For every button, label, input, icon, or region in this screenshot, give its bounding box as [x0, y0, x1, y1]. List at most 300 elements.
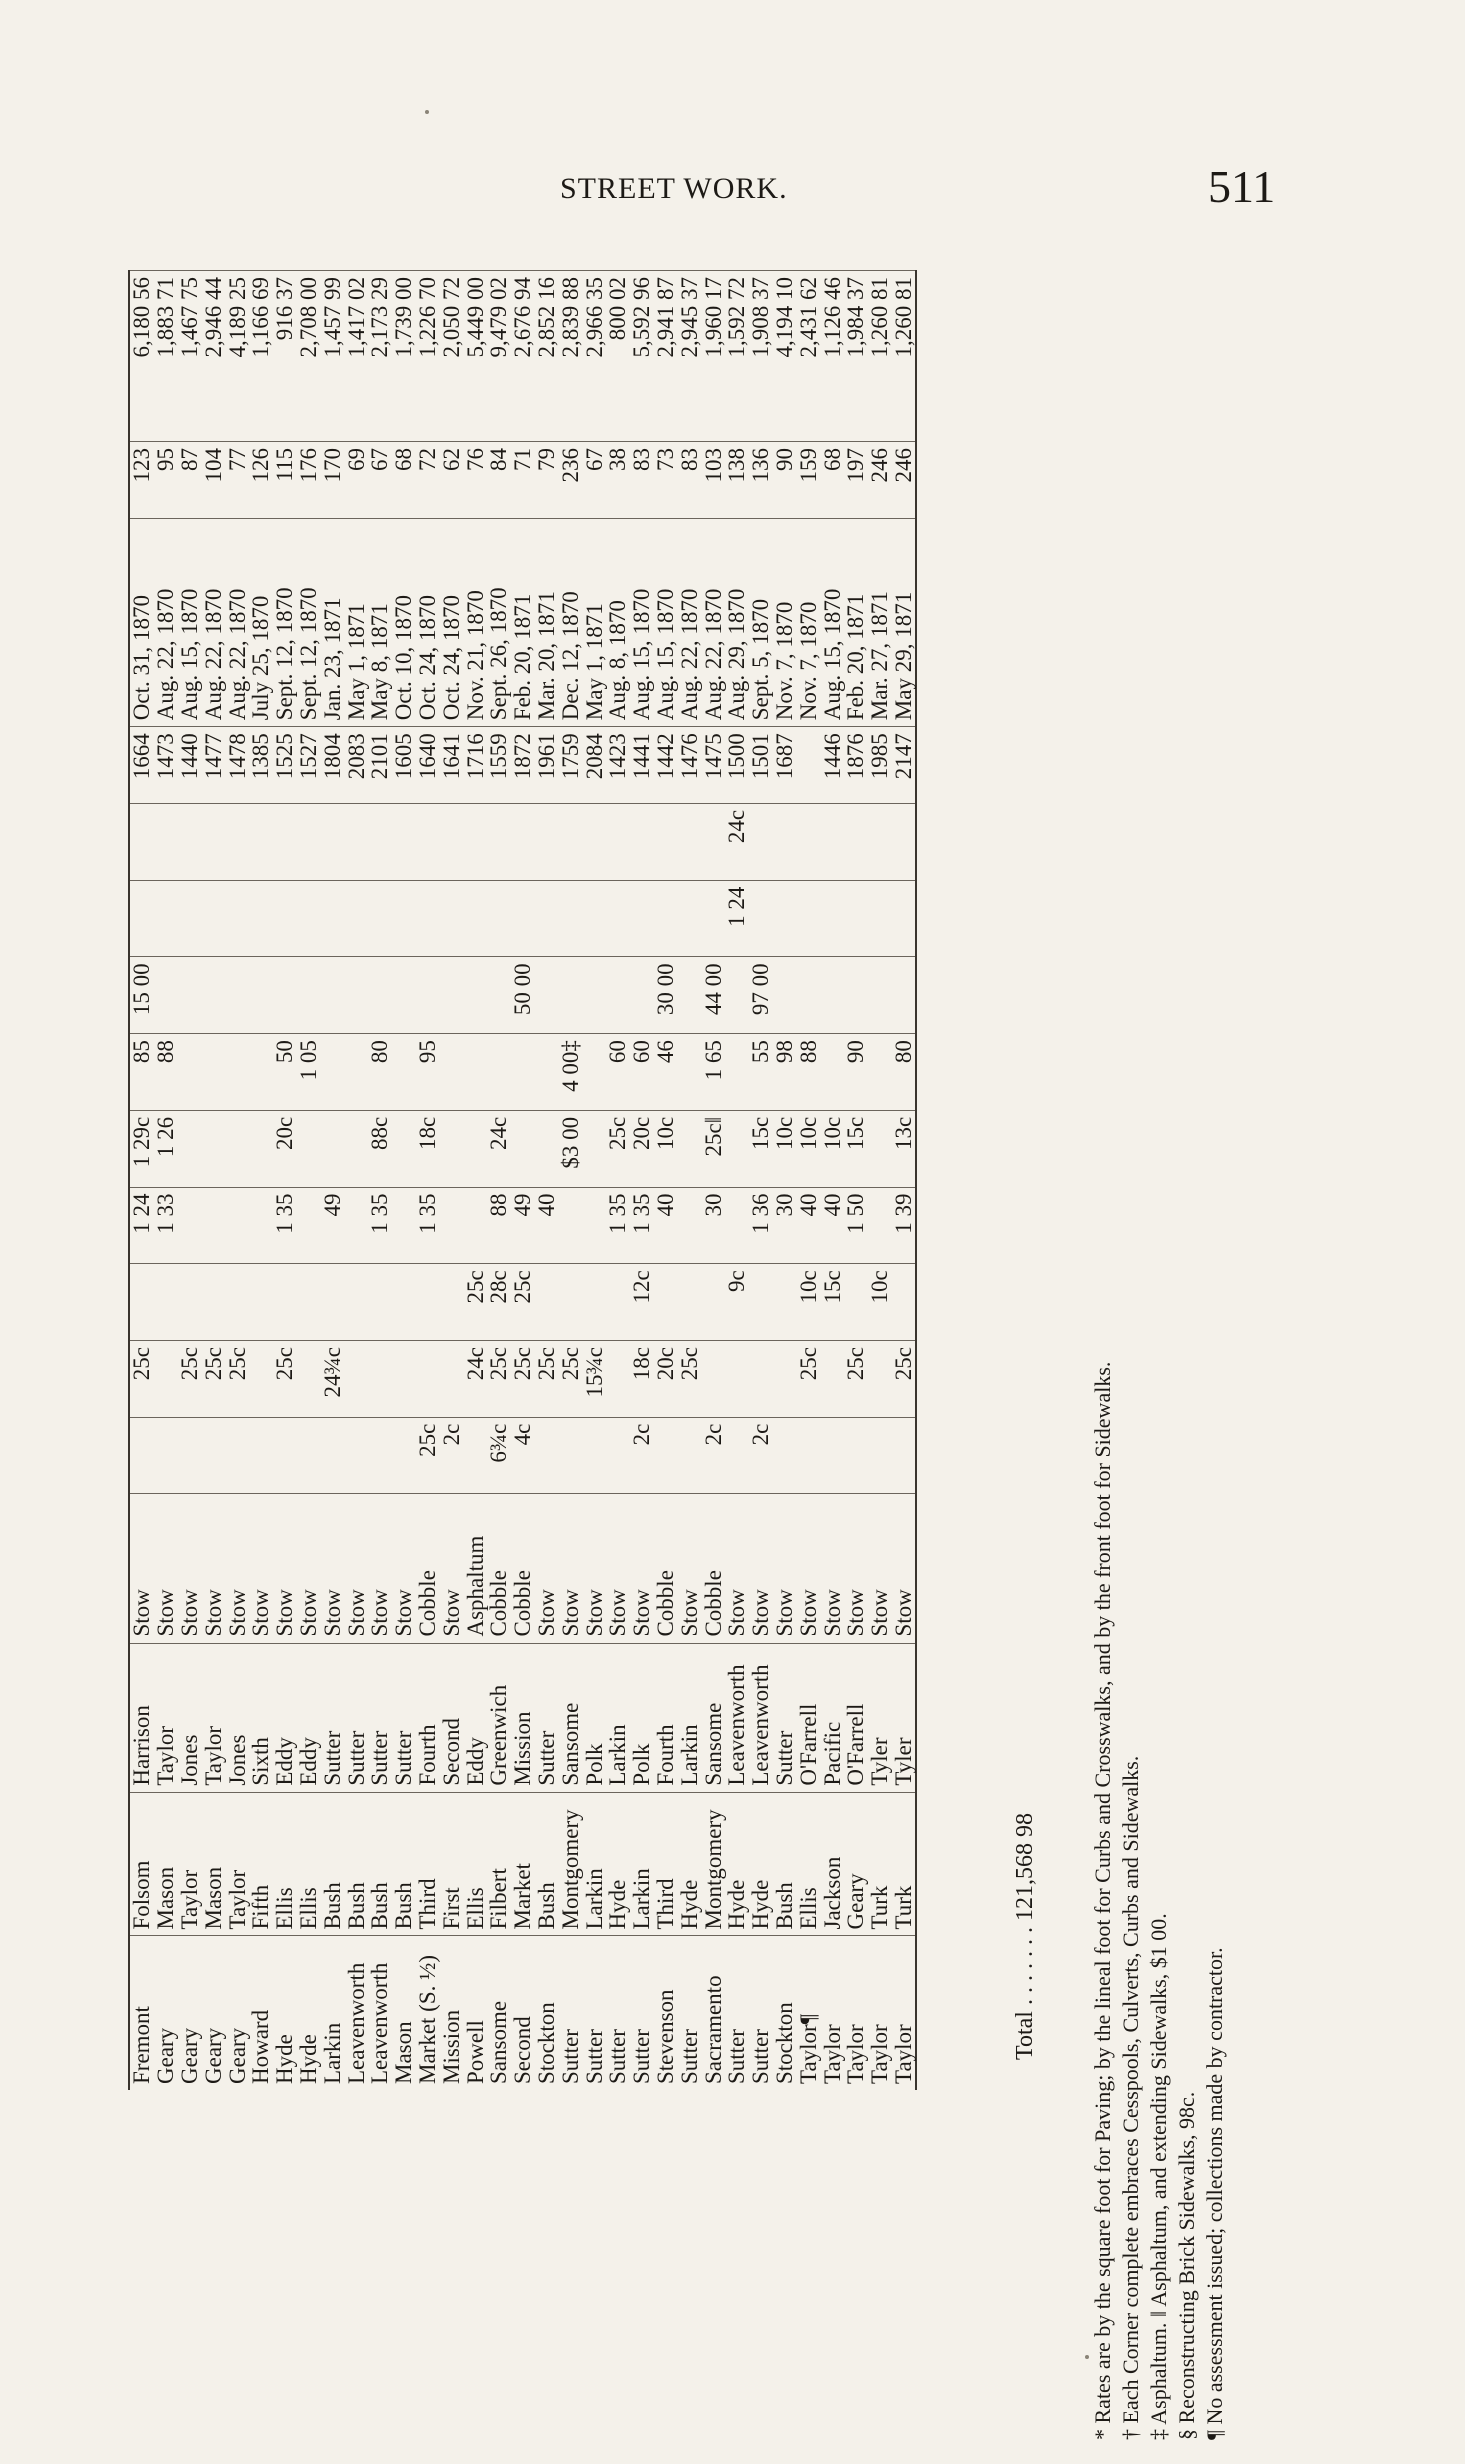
cell-to: Sutter [535, 1643, 559, 1792]
cell-r4 [868, 1187, 892, 1264]
cell-r6: 4 00‡ [558, 1034, 582, 1111]
cell-on: Market [511, 1792, 535, 1936]
cell-days: 77 [225, 441, 249, 518]
cell-no: 1385 [249, 727, 273, 804]
cell-kind: Stow [582, 1494, 606, 1643]
cell-on: Bush [344, 1792, 368, 1936]
cell-r6: 98 [773, 1034, 797, 1111]
cell-r7 [582, 957, 606, 1034]
cell-from: Sutter [582, 1936, 606, 2090]
cell-r3 [439, 1264, 463, 1341]
cell-r3 [582, 1264, 606, 1341]
cell-r7: 97 00 [749, 957, 773, 1034]
rotated-table-container [128, 270, 1078, 2090]
cell-r2 [297, 1340, 321, 1417]
cell-r2 [725, 1340, 749, 1417]
cell-on: Bush [535, 1792, 559, 1936]
cell-from: Geary [154, 1936, 178, 2090]
cell-r9 [796, 803, 820, 880]
cell-on: Ellis [273, 1792, 297, 1936]
cell-on: Montgomery [558, 1792, 582, 1936]
cell-total: 5,592 96 [630, 271, 654, 442]
cell-kind: Stow [249, 1494, 273, 1643]
cell-on: Montgomery [701, 1792, 725, 1936]
cell-total: 1,984 37 [844, 271, 868, 442]
cell-from: Hyde [273, 1936, 297, 2090]
cell-r8 [178, 880, 202, 957]
cell-on: First [439, 1792, 463, 1936]
cell-on: Turk [868, 1792, 892, 1936]
footnote: ‡ Asphaltum. ‖ Asphaltum, and extending Sidewalks, $1 00. [1146, 1913, 1171, 2440]
cell-r2 [773, 1340, 797, 1417]
cell-kind: Stow [178, 1494, 202, 1643]
cell-days: 71 [511, 441, 535, 518]
cell-date: Sept. 5, 1870 [749, 518, 773, 727]
cell-r7 [558, 957, 582, 1034]
cell-r5 [439, 1110, 463, 1187]
cell-r3 [154, 1264, 178, 1341]
cell-kind: Stow [273, 1494, 297, 1643]
cell-r3 [320, 1264, 344, 1341]
cell-r8 [796, 880, 820, 957]
cell-total: 1,126 46 [820, 271, 844, 442]
cell-r4: 1 24 [129, 1187, 154, 1264]
cell-days: 87 [178, 441, 202, 518]
cell-r2 [154, 1340, 178, 1417]
cell-to: Tyler [892, 1643, 917, 1792]
cell-r8 [773, 880, 797, 957]
cell-r6: 55 [749, 1034, 773, 1111]
cell-r8 [677, 880, 701, 957]
cell-from: Sansome [487, 1936, 511, 2090]
cell-r6 [677, 1034, 701, 1111]
cell-total: 1,908 37 [749, 271, 773, 442]
cell-days: 72 [416, 441, 440, 518]
cell-kind: Stow [368, 1494, 392, 1643]
cell-r9 [868, 803, 892, 880]
cell-from: Mason [392, 1936, 416, 2090]
cell-r3: 12c [630, 1264, 654, 1341]
grand-total-dots: . . . . . . . [1012, 1921, 1038, 2006]
cell-on: Taylor [178, 1792, 202, 1936]
cell-kind: Cobble [654, 1494, 678, 1643]
cell-r4: 1 33 [154, 1187, 178, 1264]
cell-r8 [654, 880, 678, 957]
cell-on: Geary [844, 1792, 868, 1936]
footnote: * Rates are by the square foot for Paving; by the lineal foot for Curbs and Crosswalks, and by the front foot for Sidewalks. [1090, 1361, 1115, 2440]
cell-r2: 25c [535, 1340, 559, 1417]
cell-date: Aug. 15, 1870 [630, 518, 654, 727]
cell-on: Ellis [796, 1792, 820, 1936]
table-row [368, 271, 392, 2091]
cell-days: 246 [892, 441, 917, 518]
table-row [201, 271, 225, 2091]
cell-r2: 20c [654, 1340, 678, 1417]
cell-r8 [844, 880, 868, 957]
cell-to: O'Farrell [796, 1643, 820, 1792]
cell-r1 [201, 1417, 225, 1494]
cell-to: Leavenworth [725, 1643, 749, 1792]
cell-r4 [677, 1187, 701, 1264]
cell-kind: Stow [844, 1494, 868, 1643]
cell-days: 83 [630, 441, 654, 518]
cell-to: Sixth [249, 1643, 273, 1792]
cell-days: 236 [558, 441, 582, 518]
cell-r2: 24¾c [320, 1340, 344, 1417]
cell-r1: 2c [439, 1417, 463, 1494]
cell-r7: 15 00 [129, 957, 154, 1034]
table-row [892, 271, 917, 2091]
cell-r9 [773, 803, 797, 880]
cell-r5 [582, 1110, 606, 1187]
cell-r4: 40 [654, 1187, 678, 1264]
cell-r6 [535, 1034, 559, 1111]
cell-total: 1,467 75 [178, 271, 202, 442]
cell-r3 [654, 1264, 678, 1341]
cell-r2: 25c [201, 1340, 225, 1417]
cell-r1 [368, 1417, 392, 1494]
cell-r2: 25c [178, 1340, 202, 1417]
cell-r9 [368, 803, 392, 880]
cell-r2: 25c [273, 1340, 297, 1417]
cell-r4 [558, 1187, 582, 1264]
cell-date: Aug. 22, 1870 [154, 518, 178, 727]
cell-no: 1985 [868, 727, 892, 804]
cell-days: 67 [582, 441, 606, 518]
cell-date: Nov. 7, 1870 [773, 518, 797, 727]
cell-r5: 10c [773, 1110, 797, 1187]
cell-r2: 25c [892, 1340, 917, 1417]
cell-no: 1804 [320, 727, 344, 804]
cell-r1 [868, 1417, 892, 1494]
cell-r1 [225, 1417, 249, 1494]
cell-to: Harrison [129, 1643, 154, 1792]
cell-days: 136 [749, 441, 773, 518]
cell-r6: 88 [796, 1034, 820, 1111]
footnote: ¶ No assessment issued; collections made by contractor. [1202, 1947, 1227, 2440]
cell-r8 [630, 880, 654, 957]
cell-r7 [844, 957, 868, 1034]
cell-r9 [273, 803, 297, 880]
cell-r9 [129, 803, 154, 880]
cell-r1 [178, 1417, 202, 1494]
cell-date: Dec. 12, 1870 [558, 518, 582, 727]
cell-r6 [344, 1034, 368, 1111]
cell-days: 83 [677, 441, 701, 518]
cell-from: Fremont [129, 1936, 154, 2090]
cell-kind: Stow [344, 1494, 368, 1643]
cell-date: Sept. 26, 1870 [487, 518, 511, 727]
cell-r4: 1 50 [844, 1187, 868, 1264]
cell-date: July 25, 1870 [249, 518, 273, 727]
cell-r8 [582, 880, 606, 957]
cell-r3: 28c [487, 1264, 511, 1341]
cell-r4 [582, 1187, 606, 1264]
table-row [535, 271, 559, 2091]
cell-no: 1527 [297, 727, 321, 804]
table-row [725, 271, 749, 2091]
cell-r1 [773, 1417, 797, 1494]
cell-r5: 1 29c [129, 1110, 154, 1187]
cell-r9 [439, 803, 463, 880]
cell-days: 123 [129, 441, 154, 518]
cell-from: Sutter [677, 1936, 701, 2090]
cell-r4: 1 36 [749, 1187, 773, 1264]
cell-from: Powell [463, 1936, 487, 2090]
cell-r5 [392, 1110, 416, 1187]
cell-days: 90 [773, 441, 797, 518]
cell-r3 [535, 1264, 559, 1341]
cell-r2 [868, 1340, 892, 1417]
cell-r2: 25c [796, 1340, 820, 1417]
cell-date: Oct. 24, 1870 [416, 518, 440, 727]
cell-r6: 1 65 [701, 1034, 725, 1111]
cell-to: O'Farrell [844, 1643, 868, 1792]
cell-r6: 88 [154, 1034, 178, 1111]
cell-r9 [297, 803, 321, 880]
cell-on: Mason [201, 1792, 225, 1936]
cell-kind: Stow [392, 1494, 416, 1643]
cell-r8 [701, 880, 725, 957]
cell-r2: 25c [677, 1340, 701, 1417]
cell-r9 [344, 803, 368, 880]
cell-r2 [749, 1340, 773, 1417]
table-row [225, 271, 249, 2091]
cell-r4: 49 [320, 1187, 344, 1264]
cell-r5: 15c [844, 1110, 868, 1187]
cell-r7: 50 00 [511, 957, 535, 1034]
cell-from: Geary [201, 1936, 225, 2090]
table-body [129, 271, 916, 2091]
cell-r4: 1 35 [606, 1187, 630, 1264]
cell-r5 [320, 1110, 344, 1187]
cell-r9 [201, 803, 225, 880]
cell-r6 [511, 1034, 535, 1111]
cell-days: 197 [844, 441, 868, 518]
cell-r8 [368, 880, 392, 957]
cell-days: 138 [725, 441, 749, 518]
cell-r3 [297, 1264, 321, 1341]
cell-days: 159 [796, 441, 820, 518]
cell-date: Aug. 22, 1870 [225, 518, 249, 727]
cell-kind: Stow [630, 1494, 654, 1643]
cell-from: Larkin [320, 1936, 344, 2090]
table-row [773, 271, 797, 2091]
cell-r5: 1 26 [154, 1110, 178, 1187]
cell-r7 [368, 957, 392, 1034]
cell-r5 [677, 1110, 701, 1187]
cell-r6 [201, 1034, 225, 1111]
cell-r6: 85 [129, 1034, 154, 1111]
cell-no: 1687 [773, 727, 797, 804]
cell-no: 1872 [511, 727, 535, 804]
cell-r8 [154, 880, 178, 957]
cell-r5: 10c [796, 1110, 820, 1187]
cell-r8 [749, 880, 773, 957]
cell-date: Aug. 15, 1870 [820, 518, 844, 727]
cell-total: 2,173 29 [368, 271, 392, 442]
cell-total: 800 02 [606, 271, 630, 442]
cell-r5 [297, 1110, 321, 1187]
cell-r3 [129, 1264, 154, 1341]
cell-r4: 40 [820, 1187, 844, 1264]
cell-r3 [178, 1264, 202, 1341]
cell-r4: 30 [701, 1187, 725, 1264]
table-row [654, 271, 678, 2091]
cell-no: 1605 [392, 727, 416, 804]
cell-r3: 10c [796, 1264, 820, 1341]
cell-to: Sutter [773, 1643, 797, 1792]
cell-r2: 25c [844, 1340, 868, 1417]
cell-to: Sutter [368, 1643, 392, 1792]
cell-r1 [844, 1417, 868, 1494]
cell-r8 [606, 880, 630, 957]
cell-r6: 95 [416, 1034, 440, 1111]
table-row [796, 271, 820, 2091]
cell-r6: 50 [273, 1034, 297, 1111]
table-row [249, 271, 273, 2091]
cell-no [796, 727, 820, 804]
cell-total: 1,883 71 [154, 271, 178, 442]
cell-r2: 24c [463, 1340, 487, 1417]
cell-r5 [178, 1110, 202, 1187]
cell-r5: 13c [892, 1110, 917, 1187]
cell-days: 68 [820, 441, 844, 518]
cell-date: Aug. 29, 1870 [725, 518, 749, 727]
cell-no: 2101 [368, 727, 392, 804]
cell-kind: Stow [201, 1494, 225, 1643]
cell-r5 [725, 1110, 749, 1187]
cell-kind: Stow [725, 1494, 749, 1643]
cell-r6 [463, 1034, 487, 1111]
cell-r7 [320, 957, 344, 1034]
cell-to: Sansome [701, 1643, 725, 1792]
cell-no: 1559 [487, 727, 511, 804]
running-head: STREET WORK. [560, 172, 788, 205]
cell-r9 [558, 803, 582, 880]
cell-r9 [249, 803, 273, 880]
cell-total: 4,189 25 [225, 271, 249, 442]
cell-r5: 88c [368, 1110, 392, 1187]
cell-r7 [297, 957, 321, 1034]
cell-total: 2,708 00 [297, 271, 321, 442]
cell-r8 [344, 880, 368, 957]
cell-r7 [439, 957, 463, 1034]
cell-no: 1442 [654, 727, 678, 804]
cell-from: Sutter [558, 1936, 582, 2090]
table-row [154, 271, 178, 2091]
cell-r1: 2c [749, 1417, 773, 1494]
cell-from: Stockton [773, 1936, 797, 2090]
cell-r7 [630, 957, 654, 1034]
cell-r9 [225, 803, 249, 880]
cell-r3 [844, 1264, 868, 1341]
cell-to: Jones [225, 1643, 249, 1792]
cell-on: Bush [368, 1792, 392, 1936]
cell-to: Sutter [320, 1643, 344, 1792]
cell-r9 [487, 803, 511, 880]
cell-to: Mission [511, 1643, 535, 1792]
cell-total: 5,449 00 [463, 271, 487, 442]
cell-r4: 88 [487, 1187, 511, 1264]
cell-days: 95 [154, 441, 178, 518]
cell-to: Sansome [558, 1643, 582, 1792]
cell-from: Taylor [892, 1936, 917, 2090]
cell-total: 2,852 16 [535, 271, 559, 442]
cell-r5: 25c‖ [701, 1110, 725, 1187]
cell-kind: Cobble [701, 1494, 725, 1643]
cell-r1 [392, 1417, 416, 1494]
cell-total: 1,166 69 [249, 271, 273, 442]
cell-r7 [249, 957, 273, 1034]
table-row [487, 271, 511, 2091]
cell-r7 [487, 957, 511, 1034]
cell-total: 1,457 99 [320, 271, 344, 442]
table-row [320, 271, 344, 2091]
cell-total: 1,417 02 [344, 271, 368, 442]
cell-r7 [677, 957, 701, 1034]
cell-no: 2084 [582, 727, 606, 804]
cell-r1 [320, 1417, 344, 1494]
cell-from: Leavenworth [368, 1936, 392, 2090]
cell-r3 [344, 1264, 368, 1341]
cell-r2 [701, 1340, 725, 1417]
cell-r5 [249, 1110, 273, 1187]
cell-on: Bush [773, 1792, 797, 1936]
cell-r6: 60 [606, 1034, 630, 1111]
cell-kind: Stow [606, 1494, 630, 1643]
cell-r9 [749, 803, 773, 880]
cell-r9 [820, 803, 844, 880]
cell-to: Polk [582, 1643, 606, 1792]
cell-r1 [273, 1417, 297, 1494]
cell-from: Market (S. ½) [416, 1936, 440, 2090]
cell-r9 [511, 803, 535, 880]
cell-from: Sutter [725, 1936, 749, 2090]
cell-kind: Stow [129, 1494, 154, 1643]
table-row [511, 271, 535, 2091]
cell-r7 [820, 957, 844, 1034]
cell-to: Fourth [416, 1643, 440, 1792]
cell-r1 [463, 1417, 487, 1494]
cell-to: Taylor [201, 1643, 225, 1792]
cell-r2: 25c [487, 1340, 511, 1417]
cell-date: May 8, 1871 [368, 518, 392, 727]
cell-days: 69 [344, 441, 368, 518]
cell-r8 [392, 880, 416, 957]
cell-total: 2,945 37 [677, 271, 701, 442]
cell-r2 [606, 1340, 630, 1417]
cell-r8 [320, 880, 344, 957]
table-row [749, 271, 773, 2091]
cell-r6 [725, 1034, 749, 1111]
cell-r7 [892, 957, 917, 1034]
cell-kind: Stow [558, 1494, 582, 1643]
cell-kind: Stow [892, 1494, 917, 1643]
cell-r4 [344, 1187, 368, 1264]
cell-r2 [368, 1340, 392, 1417]
cell-to: Eddy [297, 1643, 321, 1792]
cell-r3 [749, 1264, 773, 1341]
cell-kind: Cobble [511, 1494, 535, 1643]
cell-r2 [344, 1340, 368, 1417]
cell-no: 2083 [344, 727, 368, 804]
cell-r9 [701, 803, 725, 880]
cell-r3 [606, 1264, 630, 1341]
table-row [844, 271, 868, 2091]
cell-to: Eddy [273, 1643, 297, 1792]
cell-to: Second [439, 1643, 463, 1792]
